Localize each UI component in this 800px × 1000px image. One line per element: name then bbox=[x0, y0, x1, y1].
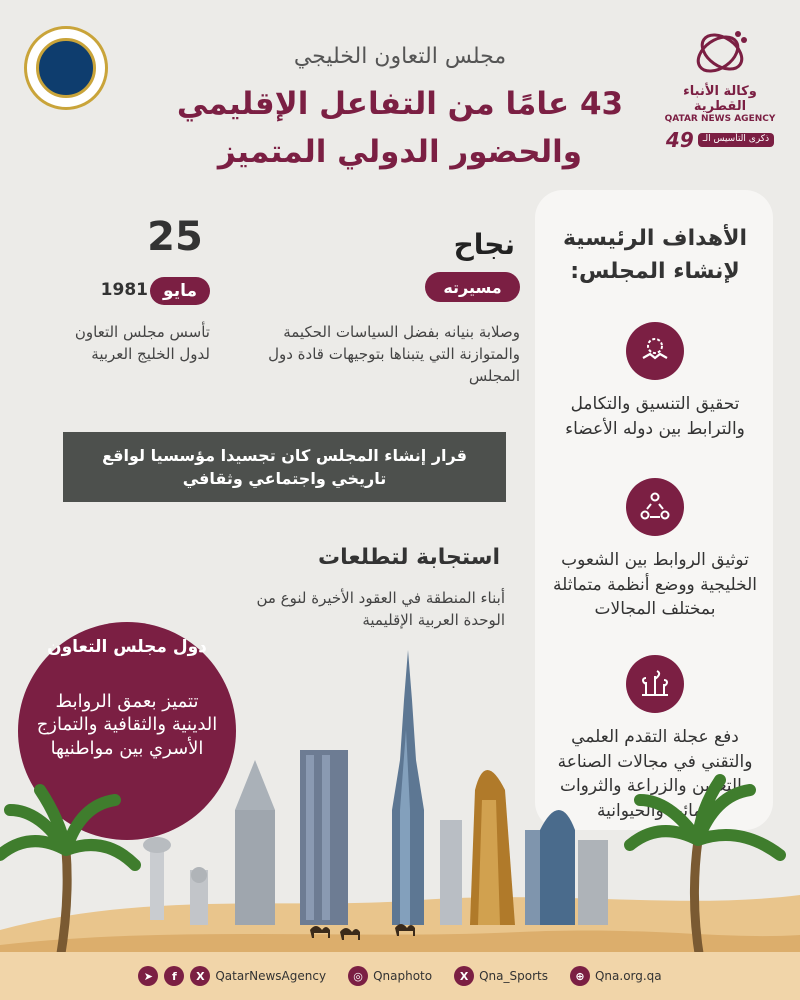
anniversary-badge bbox=[666, 128, 774, 152]
gulf-skyline-illustration bbox=[0, 640, 800, 960]
page-subtitle: مجلس التعاون الخليجي bbox=[293, 44, 507, 69]
telegram-icon: ➤ bbox=[138, 966, 158, 986]
x-icon: X bbox=[454, 966, 474, 986]
x-qna-link[interactable] bbox=[190, 966, 326, 986]
response-heading: استجابة لتطلعات bbox=[318, 545, 500, 570]
founding-text: تأسس مجلس التعاون لدول الخليج العربية bbox=[74, 323, 210, 363]
founding-day: 25 bbox=[147, 214, 203, 260]
handle-qatarnewsagency: QatarNewsAgency bbox=[215, 969, 327, 983]
page-title-line1: 43 عامًا من التفاعل الإقليمي bbox=[176, 86, 624, 122]
goal-item-1: تحقيق التنسيق والتكامل والترابط بين دوله الأعضاء bbox=[565, 394, 745, 439]
circle-text: تتميز بعمق الروابط الدينية والثقافية والتمازج الأسري بين مواطنيها bbox=[36, 691, 218, 759]
goal-item-2: توثيق الروابط بين الشعوب الخليجية ووضع أنظمة متماثلة بمختلف المجالات bbox=[552, 550, 758, 620]
handle-qnaphoto: Qnaphoto bbox=[373, 969, 433, 983]
gcc-logo bbox=[24, 26, 108, 110]
telegram-link[interactable] bbox=[138, 966, 158, 986]
facebook-link[interactable] bbox=[164, 966, 184, 986]
response-text: أبناء المنطقة في العقود الأخيرة لنوع من الوحدة العربية الإقليمية bbox=[256, 589, 505, 629]
founding-year: 1981 bbox=[100, 280, 148, 300]
qna-name-ar: وكالة الأنباء القطرية bbox=[683, 84, 757, 114]
page-title-line2: والحضور الدولي المتميز bbox=[217, 134, 583, 170]
x-icon: X bbox=[190, 966, 210, 986]
globe-icon: ⊕ bbox=[570, 966, 590, 986]
founding-month: مايو bbox=[150, 277, 210, 305]
qna-mark-icon bbox=[688, 24, 752, 80]
qna-logo bbox=[660, 24, 780, 154]
goal-item-3: دفع عجلة التقدم العلمي والتقني في مجالات الصناعة والتعدين والزراعة والثروات المائية والحيوانية bbox=[557, 727, 753, 821]
social-footer bbox=[0, 952, 800, 1000]
instagram-link[interactable] bbox=[348, 966, 432, 986]
goals-title: الأهداف الرئيسية لإنشاء المجلس: bbox=[562, 226, 748, 284]
success-heading: نجاح bbox=[453, 228, 515, 261]
handle-website: Qna.org.qa bbox=[594, 969, 662, 983]
instagram-icon: ◎ bbox=[348, 966, 368, 986]
people-network-icon bbox=[626, 478, 684, 536]
qna-name-en: QATAR NEWS AGENCY bbox=[664, 114, 776, 124]
handle-qna-sports: Qna_Sports bbox=[479, 969, 548, 983]
anniversary-text: ذكرى التأسيس الـ bbox=[698, 133, 774, 147]
success-pill: مسيرته bbox=[425, 272, 520, 302]
anniversary-number: 49 bbox=[665, 128, 694, 152]
decision-banner: قرار إنشاء المجلس كان تجسيدا مؤسسيا لواقع تاريخي واجتماعي وثقافي bbox=[63, 432, 506, 502]
website-link[interactable] bbox=[570, 966, 662, 986]
circle-heading: دول مجلس التعاون bbox=[47, 637, 207, 657]
x-sports-link[interactable] bbox=[454, 966, 548, 986]
gcc-emblem-icon bbox=[36, 38, 96, 98]
handshake-gear-icon bbox=[626, 322, 684, 380]
success-text: وصلابة بنيانه بفضل السياسات الحكيمة والمتوازنة التي يتبناها بتوجيهات قادة دول المجلس bbox=[268, 323, 520, 385]
facebook-icon: f bbox=[164, 966, 184, 986]
